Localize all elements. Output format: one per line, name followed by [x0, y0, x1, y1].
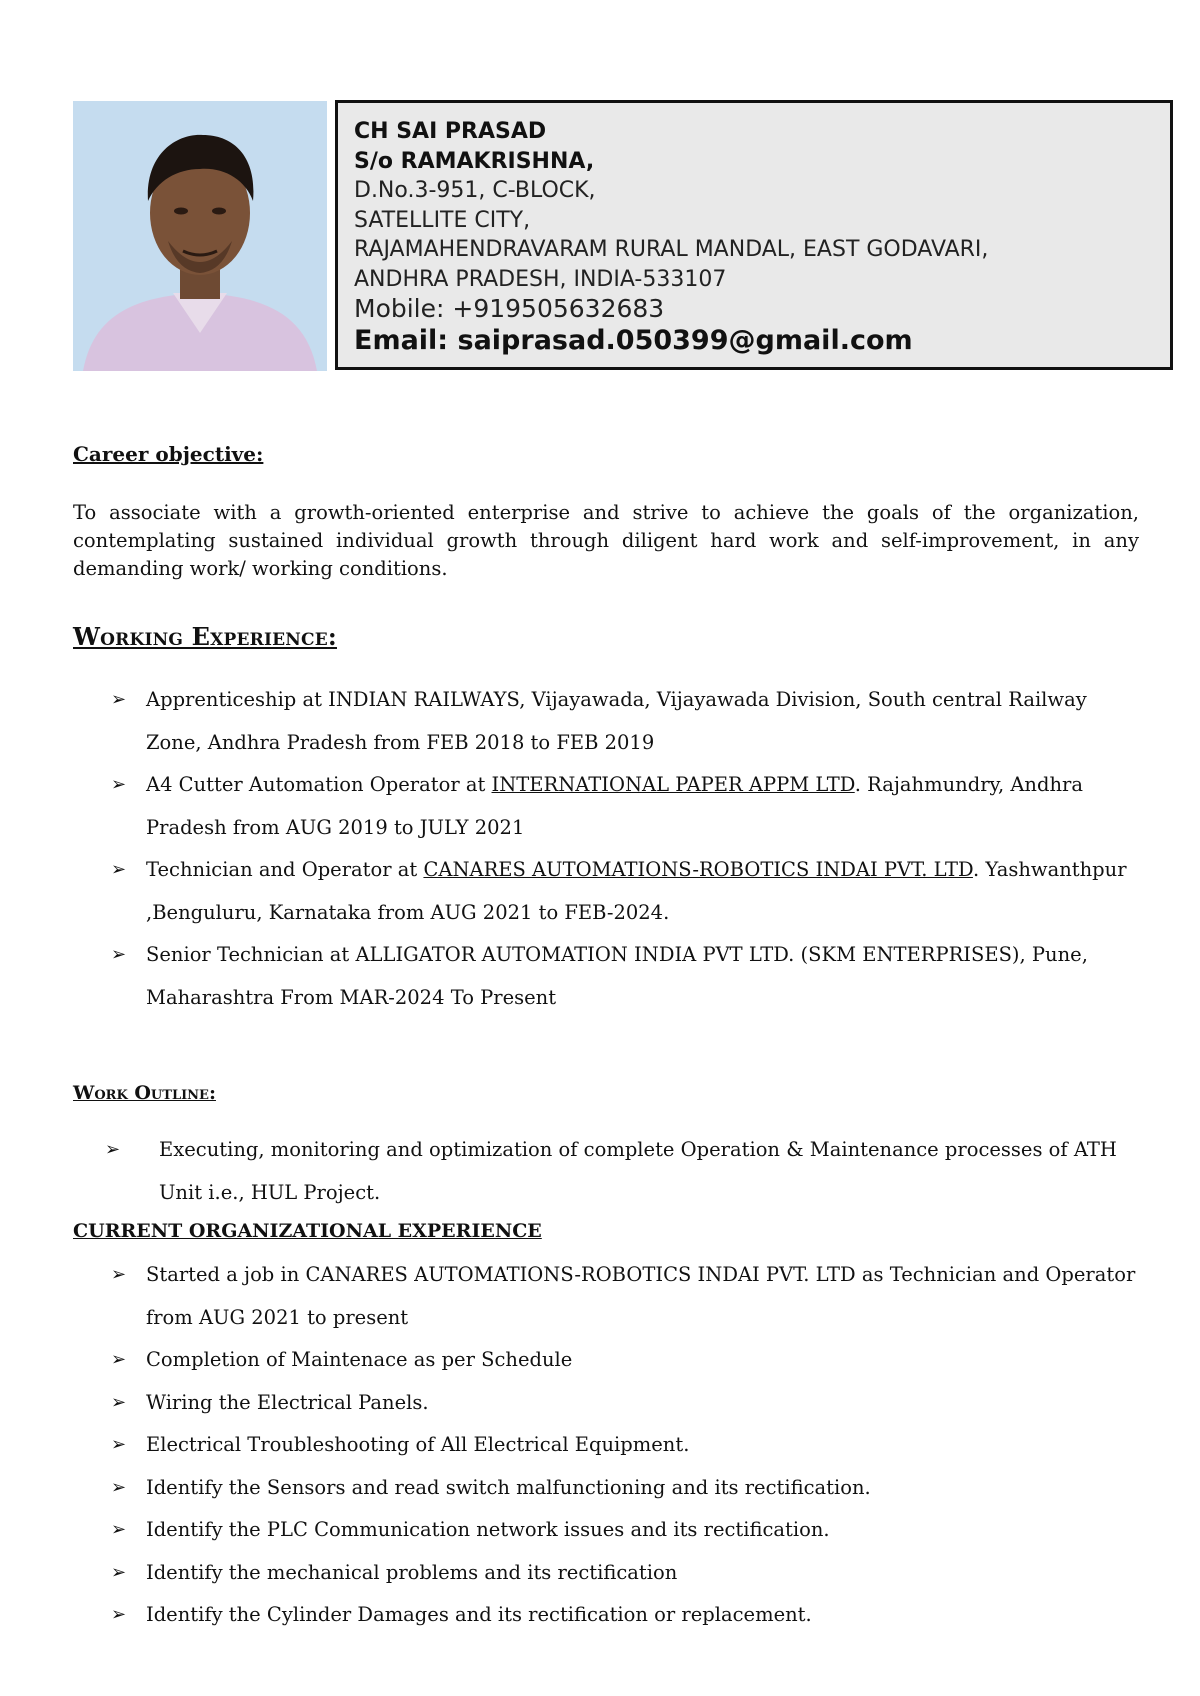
email-address: Email: saiprasad.050399@gmail.com [354, 324, 913, 356]
profile-photo [73, 101, 327, 371]
address-line-3: RAJAMAHENDRAVARAM RURAL MANDAL, EAST GODAVARI, [354, 237, 989, 262]
address-line-1: D.No.3-951, C-BLOCK, [354, 178, 596, 203]
arrow-bullet-icon: ➢ [111, 1476, 127, 1498]
arrow-bullet-icon: ➢ [111, 1604, 127, 1625]
duty-item: ➢ Identify the Cylinder Damages and its rectification or replacement. [73, 1594, 1145, 1637]
working-experience-heading: Working Experience: [73, 622, 337, 651]
duty-item: ➢ Wiring the Electrical Panels. [73, 1382, 1145, 1425]
current-experience-list [73, 1254, 1145, 1637]
work-outline-list [73, 1129, 1145, 1214]
arrow-bullet-icon: ➢ [111, 1391, 127, 1413]
current-experience-heading: CURRENT ORGANIZATIONAL EXPERIENCE [73, 1220, 542, 1242]
candidate-name: CH SAI PRASAD [354, 119, 547, 144]
experience-item: ➢ Apprenticeship at INDIAN RAILWAYS, Vijayawada, Vijayawada Division, South central Railway Zone, Andhra Pradesh from FEB 2018 to FEB 2019 [73, 679, 1145, 764]
arrow-bullet-icon: ➢ [111, 774, 127, 795]
arrow-bullet-icon: ➢ [105, 1139, 121, 1160]
address-line-4: ANDHRA PRADESH, INDIA-533107 [354, 266, 727, 292]
career-objective-heading: Career objective: [73, 442, 264, 466]
mobile-number: Mobile: +919505632683 [354, 294, 665, 323]
arrow-bullet-icon: ➢ [111, 944, 127, 965]
guardian-name: S/o RAMAKRISHNA, [354, 148, 595, 174]
duty-item: ➢ Completion of Maintenace as per Schedule [73, 1339, 1145, 1382]
experience-item: ➢ Technician and Operator at CANARES AUTOMATIONS-ROBOTICS INDAI PVT. LTD. Yashwanthpur ,Benguluru, Karnataka from AUG 2021 to FEB-2024. [73, 849, 1145, 934]
duty-item: ➢ Electrical Troubleshooting of All Electrical Equipment. [73, 1424, 1145, 1467]
company-link[interactable]: CANARES AUTOMATIONS-ROBOTICS INDAI PVT. LTD [423, 858, 973, 881]
company-link[interactable]: INTERNATIONAL PAPER APPM LTD [491, 773, 855, 796]
duty-item: ➢ Started a job in CANARES AUTOMATIONS-ROBOTICS INDAI PVT. LTD as Technician and Operator from AUG 2021 to present [73, 1254, 1145, 1339]
working-experience-list [73, 679, 1145, 1019]
duty-item: ➢ Identify the Sensors and read switch malfunctioning and its rectification. [73, 1467, 1145, 1510]
experience-item: ➢ A4 Cutter Automation Operator at INTERNATIONAL PAPER APPM LTD. Rajahmundry, Andhra Pradesh from AUG 2019 to JULY 2021 [73, 764, 1145, 849]
contact-details-box [335, 100, 1173, 370]
duty-item: ➢ Identify the mechanical problems and its rectification [73, 1552, 1145, 1595]
arrow-bullet-icon: ➢ [111, 1349, 127, 1370]
arrow-bullet-icon: ➢ [111, 859, 127, 880]
arrow-bullet-icon: ➢ [111, 1434, 127, 1455]
work-outline-heading: Work Outline: [73, 1082, 216, 1104]
address-line-2: SATELLITE CITY, [354, 207, 531, 233]
experience-item: ➢ Senior Technician at ALLIGATOR AUTOMATION INDIA PVT LTD. (SKM ENTERPRISES), Pune, Maharashtra From MAR-2024 To Present [73, 934, 1145, 1019]
arrow-bullet-icon: ➢ [111, 1519, 127, 1540]
outline-item: ➢ Executing, monitoring and optimization of complete Operation & Maintenance processes of ATH Unit i.e., HUL Project. [73, 1129, 1145, 1214]
arrow-bullet-icon: ➢ [111, 1264, 127, 1285]
career-objective-text: To associate with a growth-oriented enterprise and strive to achieve the goals of the organization, contemplating sustained individual growth through diligent hard work and self-improvement, in any demanding work/ working conditions. [73, 501, 1139, 580]
arrow-bullet-icon: ➢ [111, 689, 127, 710]
duty-item: ➢ Identify the PLC Communication network issues and its rectification. [73, 1509, 1145, 1552]
arrow-bullet-icon: ➢ [111, 1561, 127, 1583]
